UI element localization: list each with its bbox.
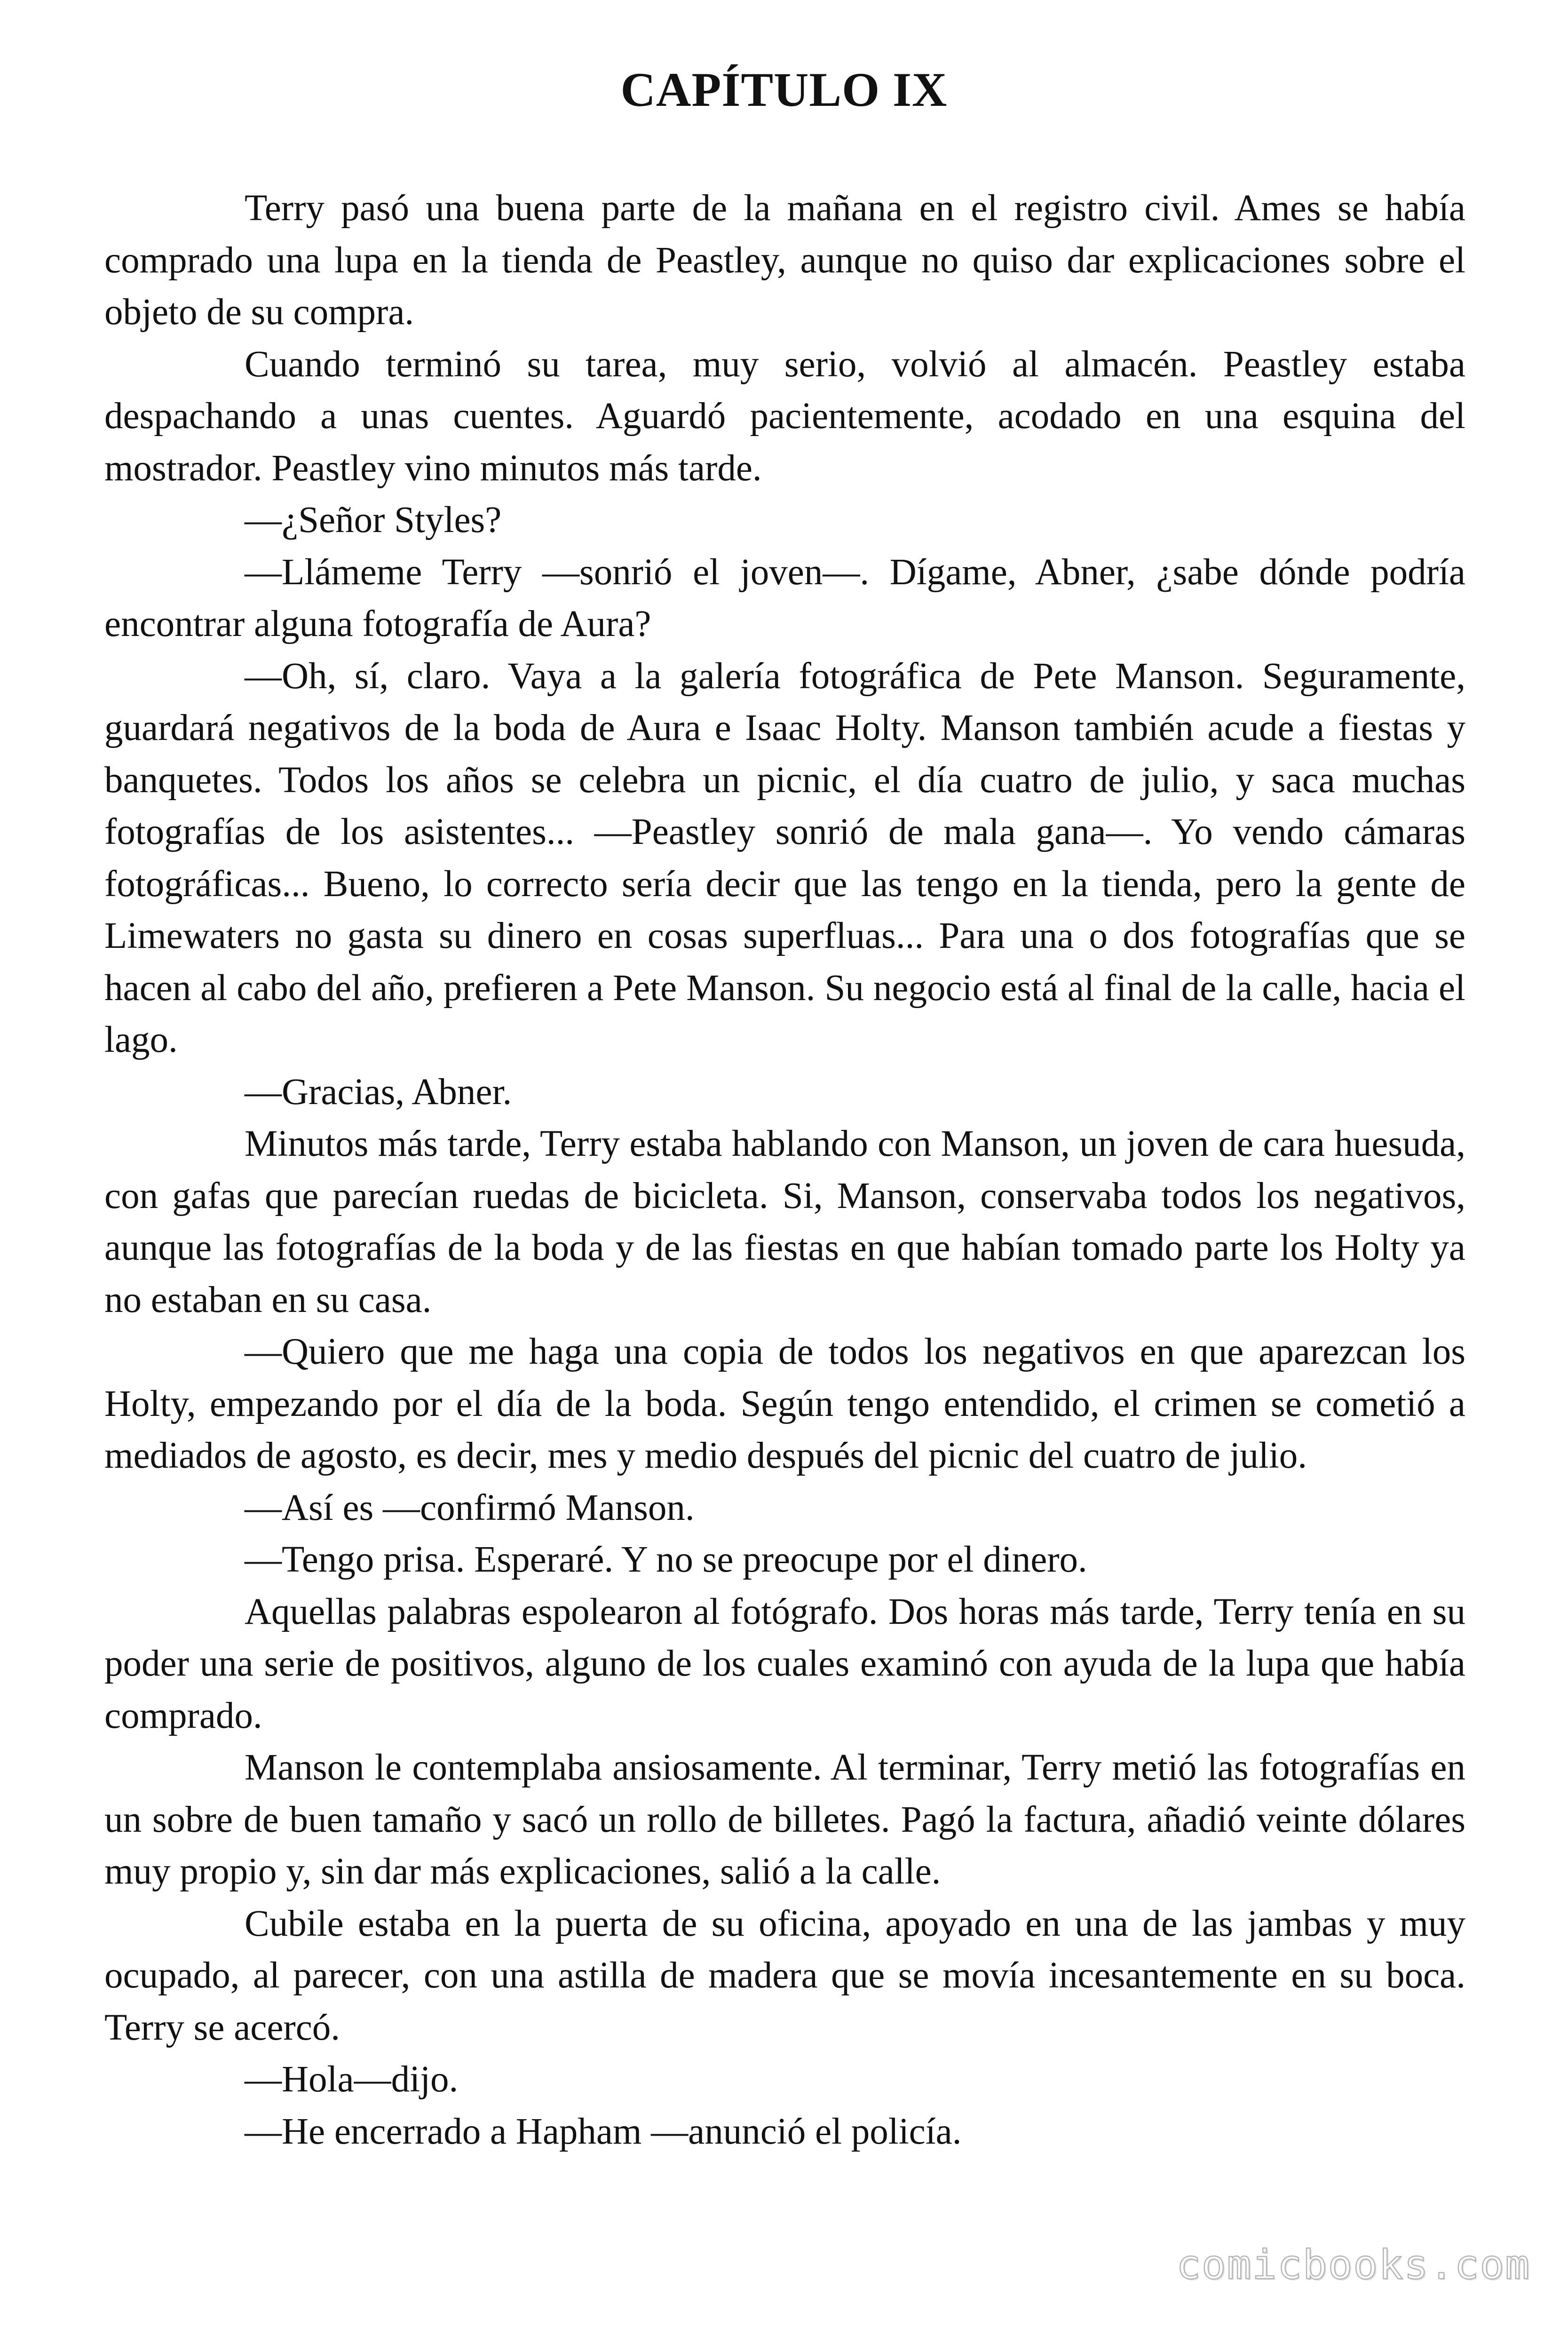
- paragraph: —Hola—dijo.: [245, 2059, 459, 2100]
- paragraph: —Gracias, Abner.: [245, 1071, 512, 1112]
- watermark: comicbooks.com: [1176, 2241, 1530, 2288]
- paragraph: Aquellas palabras espolearon al fotógrafo. Dos horas más tarde, Terry tenía en su poder una serie de positivos, alguno de los cuales examinó con ayuda de la lupa que había comprado.: [104, 1591, 1465, 1736]
- paragraph: —Llámeme Terry —sonrió el joven—. Dígame, Abner, ¿sabe dónde podría encontrar alguna fotografía de Aura?: [104, 551, 1465, 644]
- paragraph: —Tengo prisa. Esperaré. Y no se preocupe por el dinero.: [245, 1539, 1087, 1580]
- paragraph: —Así es —confirmó Manson.: [245, 1487, 695, 1528]
- paragraph: Cubile estaba en la puerta de su oficina, apoyado en una de las jambas y muy ocupado, al parecer, con una astilla de madera que se movía incesantemente en su boca. Terry se acercó.: [104, 1903, 1465, 2048]
- paragraph: —¿Señor Styles?: [245, 500, 502, 540]
- paragraph: Minutos más tarde, Terry estaba hablando con Manson, un joven de cara huesuda, con gafas que parecían ruedas de bicicleta. Si, Manson, conservaba todos los negativos, aunque las fotografías de la boda y de las fiestas en que habían tomado parte los Holty ya no estaban en su casa.: [104, 1123, 1465, 1320]
- paragraph: Terry pasó una buena parte de la mañana en el registro civil. Ames se había comprado una lupa en la tienda de Peastley, aunque no quiso dar explicaciones sobre el objeto de su compra.: [104, 188, 1465, 333]
- paragraph: Manson le contemplaba ansiosamente. Al terminar, Terry metió las fotografías en un sobre de buen tamaño y sacó un rollo de billetes. Pagó la factura, añadió veinte dólares muy propio y, sin dar más explicaciones, salió a la calle.: [104, 1747, 1465, 1892]
- paragraph: Cuando terminó su tarea, muy serio, volvió al almacén. Peastley estaba despachando a unas cuentes. Aguardó pacientemente, acodado en una esquina del mostrador. Peastley vino minutos más tarde.: [104, 343, 1465, 489]
- paragraph: —He encerrado a Hapham —anunció el policía.: [245, 2111, 962, 2152]
- paragraph: —Quiero que me haga una copia de todos los negativos en que aparezcan los Holty, empezando por el día de la boda. Según tengo entendido, el crimen se cometió a mediados de agosto, es decir, mes y medio después del picnic del cuatro de julio.: [104, 1331, 1465, 1476]
- paragraph: —Oh, sí, claro. Vaya a la galería fotográfica de Pete Manson. Seguramente, guardará negativos de la boda de Aura e Isaac Holty. Manson también acude a fiestas y banquetes. Todos los años se celebra un picnic, el día cuatro de julio, y saca muchas fotografías de los asistentes... —Peastley sonrió de mala gana—. Yo vendo cámaras fotográficas... Bueno, lo correcto sería decir que las tengo en la tienda, pero la gente de Limewaters no gasta su dinero en cosas superfluas... Para una o dos fotografías que se hacen al cabo del año, prefieren a Pete Manson. Su negocio está al final de la calle, hacia el lago.: [104, 655, 1465, 1060]
- chapter-title: CAPÍTULO IX: [620, 63, 948, 117]
- chapter-body: [104, 183, 1465, 2158]
